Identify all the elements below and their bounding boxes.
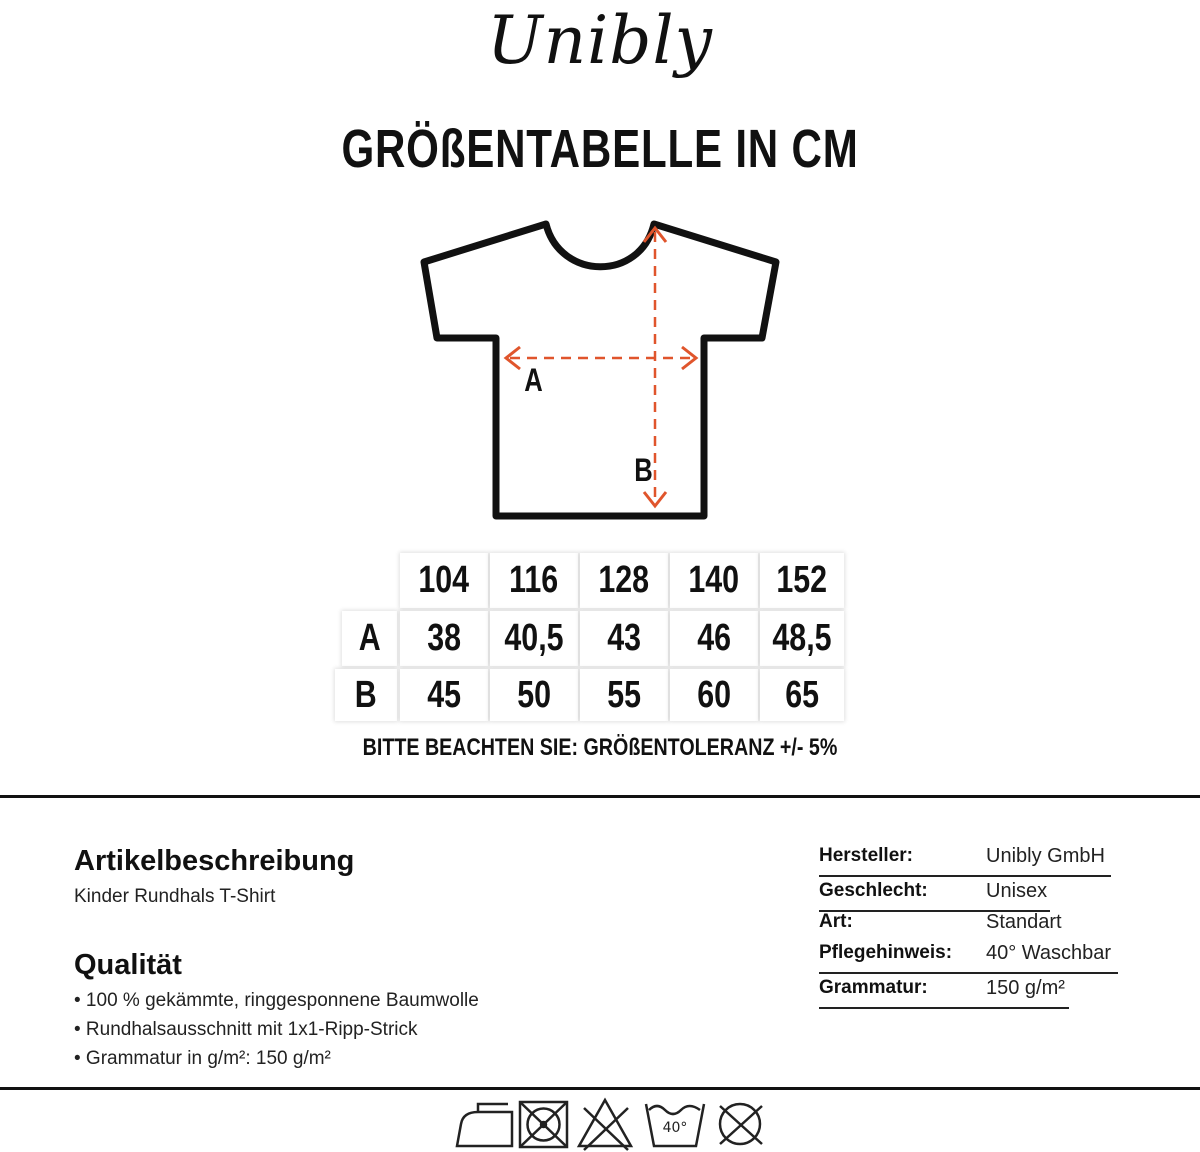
description-text: Kinder Rundhals T-Shirt <box>74 886 276 907</box>
tolerance-note: BITTE BEACHTEN SIE: GRÖßENTOLERANZ +/- 5% <box>362 734 838 761</box>
table-cell: 40,5 <box>490 611 578 666</box>
table-cell: 60 <box>670 669 758 721</box>
spec-key: Grammatur: <box>819 977 928 998</box>
table-cell: 43 <box>580 611 668 666</box>
size-header-cell: 152 <box>760 553 844 608</box>
spec-value: 150 g/m² <box>986 977 1065 999</box>
table-cell: 46 <box>670 611 758 666</box>
brand-logo: Unibly <box>487 2 713 79</box>
spec-value: Unisex <box>986 880 1048 902</box>
size-header-cell: 104 <box>400 553 488 608</box>
spec-value: Unibly GmbH <box>986 845 1105 867</box>
list-item: • Grammatur in g/m²: 150 g/m² <box>74 1048 331 1069</box>
no-bleach-icon <box>579 1100 631 1150</box>
wash-temperature: 40° <box>662 1120 688 1136</box>
table-cell: 65 <box>760 669 844 721</box>
iron-icon <box>457 1104 512 1146</box>
size-chart-title: GRÖßENTABELLE IN CM <box>341 119 859 179</box>
size-header-cell: 128 <box>580 553 668 608</box>
no-dry-clean-icon <box>720 1104 762 1144</box>
table-cell: 55 <box>580 669 668 721</box>
marker-a: A <box>524 362 543 398</box>
table-cell: 48,5 <box>760 611 844 666</box>
marker-b: B <box>634 452 653 488</box>
description-heading: Artikelbeschreibung <box>74 845 355 877</box>
no-tumble-dry-icon <box>520 1102 567 1147</box>
table-cell: 50 <box>490 669 578 721</box>
list-item: • Rundhalsausschnitt mit 1x1-Ripp-Strick <box>74 1019 418 1040</box>
spec-key: Geschlecht: <box>819 880 928 901</box>
spec-value: 40° Waschbar <box>986 942 1112 964</box>
spec-key: Art: <box>819 911 853 932</box>
row-label-cell: A <box>342 611 397 666</box>
spec-key: Pflegehinweis: <box>819 942 953 963</box>
spec-value: Standart <box>986 911 1062 933</box>
quality-heading: Qualität <box>74 949 182 981</box>
size-header-cell: 140 <box>670 553 758 608</box>
table-cell: 38 <box>400 611 488 666</box>
table-cell: 45 <box>400 669 488 721</box>
spec-key: Hersteller: <box>819 845 913 866</box>
list-item: • 100 % gekämmte, ringgesponnene Baumwolle <box>74 990 479 1011</box>
row-label-cell: B <box>335 669 397 721</box>
size-header-cell: 116 <box>490 553 578 608</box>
